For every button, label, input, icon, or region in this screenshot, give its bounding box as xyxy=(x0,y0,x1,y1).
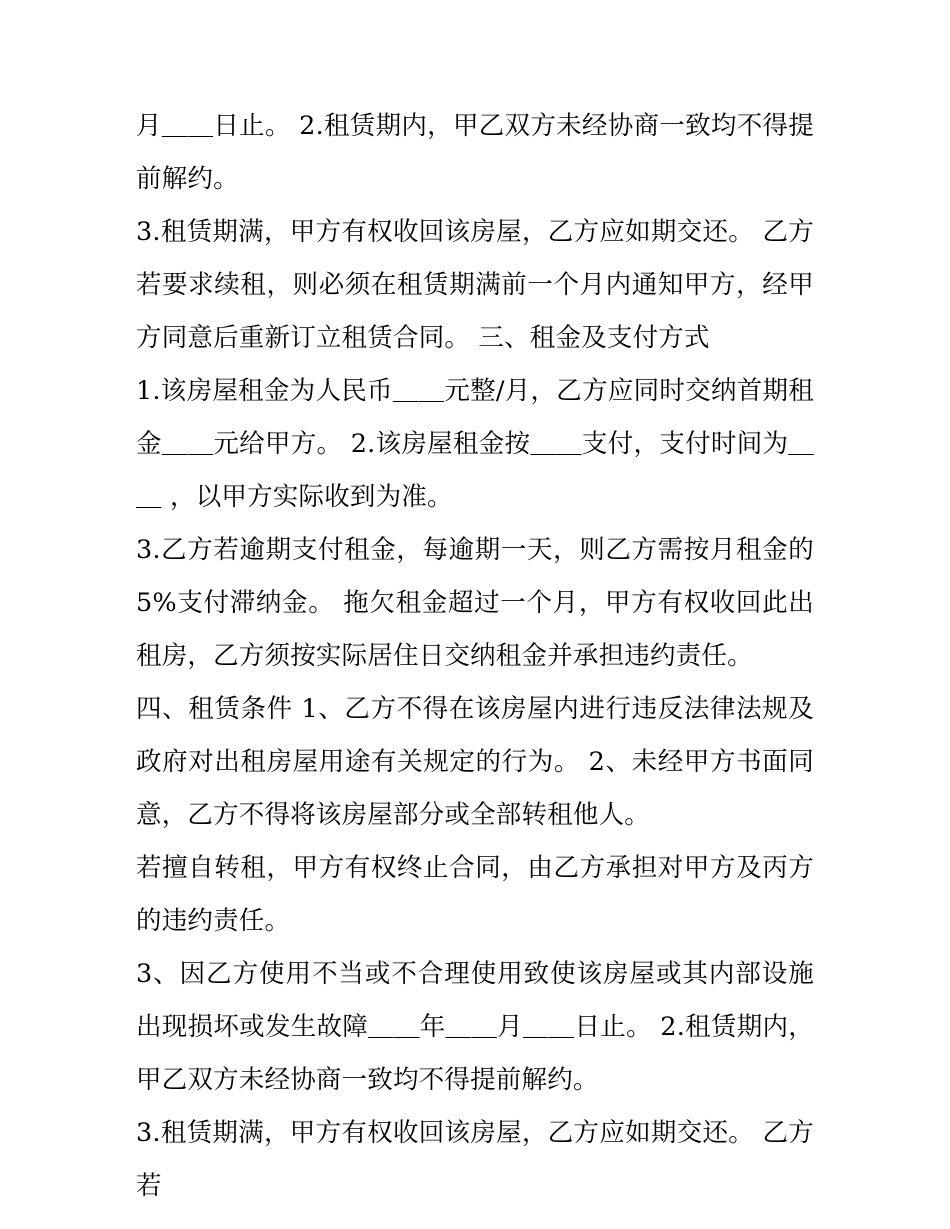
paragraph: 3、因乙方使用不当或不合理使用致使该房屋或其内部设施出现损坏或发生故障＿＿年＿＿月＿＿日止。 2.租赁期内，甲乙双方未经协商一致均不得提前解约。 xyxy=(136,959,814,1095)
paragraph: 3.乙方若逾期支付租金，每逾期一天，则乙方需按月租金的5%支付滞纳金。 拖欠租金超过一个月，甲方有权收回此出租房，乙方须按实际居住日交纳租金并承担违约责任。 xyxy=(136,535,814,671)
paragraph: 若擅自转租，甲方有权终止合同，由乙方承担对甲方及丙方的违约责任。 xyxy=(136,853,814,936)
paragraph: 1.该房屋租金为人民币＿＿元整/月，乙方应同时交纳首期租金＿＿元给甲方。 2.该房屋租金按＿＿支付，支付时间为＿＿ ，以甲方实际收到为准。 xyxy=(136,376,814,512)
paragraph: 3.租赁期满，甲方有权收回该房屋，乙方应如期交还。 乙方若要求续租，则必须在租赁期满前一个月内通知甲方，经甲方同意后重新订立租赁合同。 三、租金及支付方式 xyxy=(136,217,814,353)
paragraph: 四、租赁条件 1、乙方不得在该房屋内进行违反法律法规及政府对出租房屋用途有关规定的行为。 2、未经甲方书面同意，乙方不得将该房屋部分或全部转租他人。 xyxy=(136,694,814,830)
paragraph: 3.租赁期满，甲方有权收回该房屋，乙方应如期交还。 乙方若 xyxy=(136,1118,814,1201)
document-body xyxy=(136,100,814,1213)
paragraph: 月＿＿日止。 2.租赁期内，甲乙双方未经协商一致均不得提前解约。 xyxy=(136,111,814,194)
